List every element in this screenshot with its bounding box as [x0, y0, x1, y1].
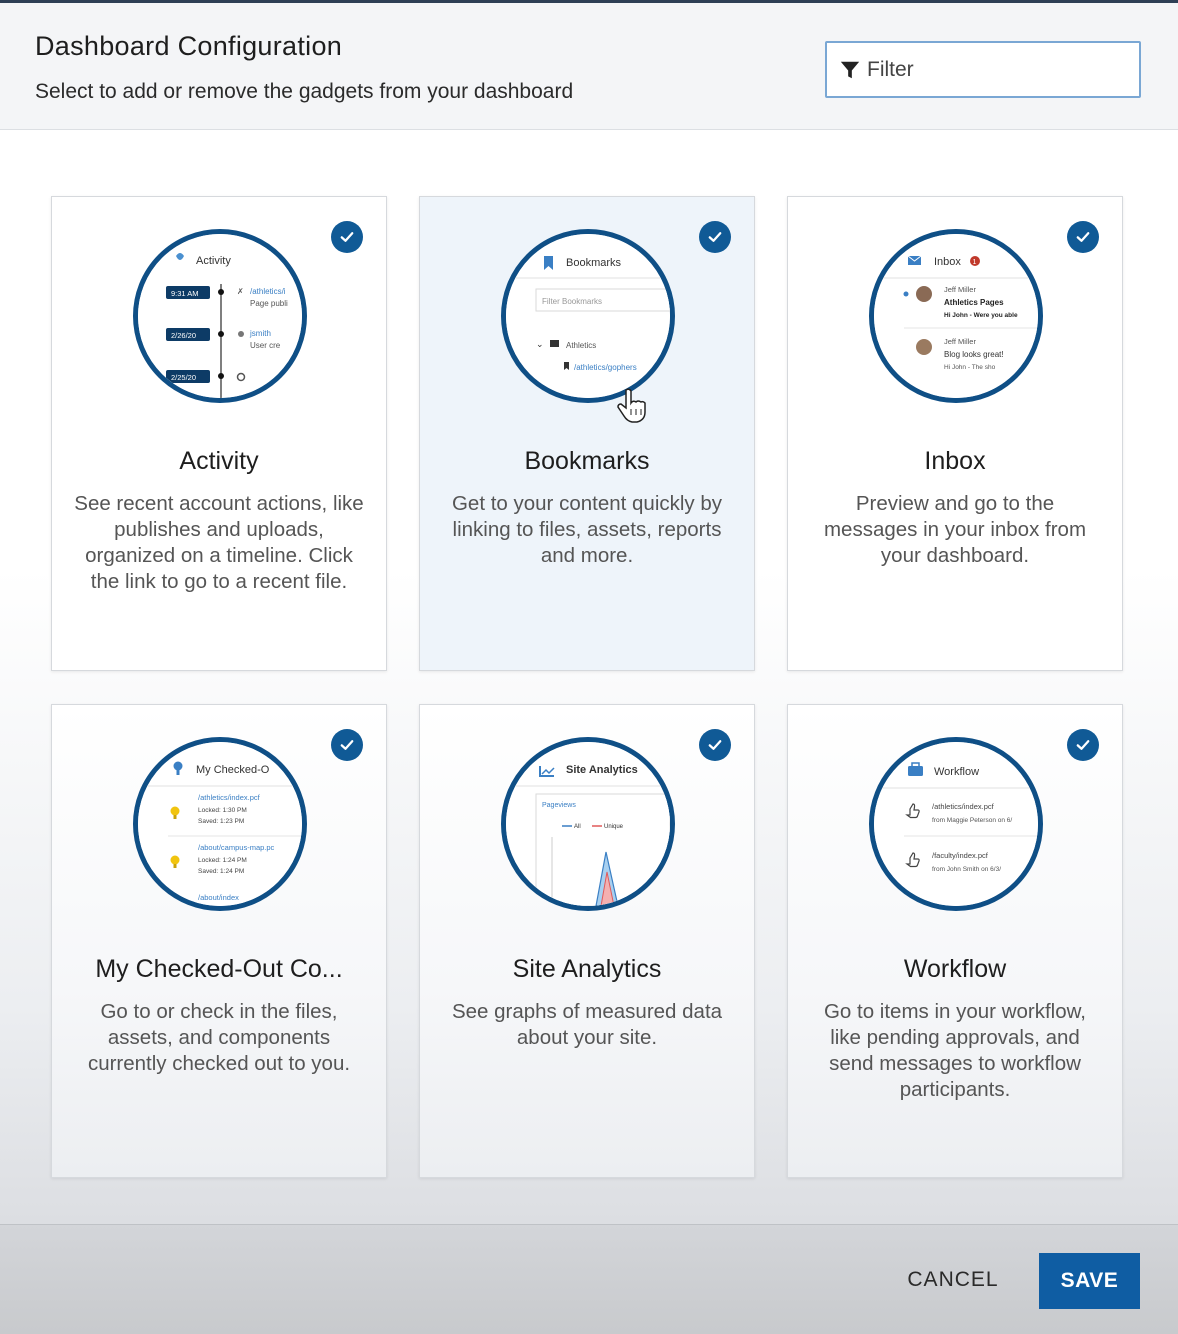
dialog-subtitle: Select to add or remove the gadgets from your dashboard [35, 80, 574, 103]
svg-text:Locked: 1:24 PM: Locked: 1:24 PM [198, 857, 247, 864]
checked-out-preview-image [133, 737, 307, 911]
svg-text:Unique: Unique [604, 824, 624, 830]
gadget-card-site-analytics[interactable] [419, 704, 755, 1178]
svg-text:Hi John - Were you able: Hi John - Were you able [944, 312, 1018, 319]
svg-text:Locked: 1:30 PM: Locked: 1:30 PM [198, 807, 247, 814]
activity-preview-image [133, 229, 307, 403]
svg-text:My Checked-O: My Checked-O [196, 764, 270, 776]
svg-text:Bookmarks: Bookmarks [566, 257, 622, 269]
svg-text:Athletics Pages: Athletics Pages [944, 298, 1004, 307]
svg-text:9:31 AM: 9:31 AM [171, 289, 199, 298]
svg-text:All: All [574, 824, 581, 830]
selected-check-icon[interactable] [331, 729, 363, 761]
site-analytics-preview-image [501, 737, 675, 911]
svg-text:Jeff Miller: Jeff Miller [944, 285, 976, 294]
gadget-description: Get to your content quickly by linking to files, assets, reports and more. [451, 492, 723, 567]
svg-text:Filter Bookmarks: Filter Bookmarks [542, 297, 603, 306]
svg-text:Inbox: Inbox [934, 256, 961, 268]
gadget-card-checked-out[interactable] [51, 704, 387, 1178]
gadget-description: See graphs of measured data about your site. [451, 1000, 723, 1049]
dialog-title: Dashboard Configuration [35, 31, 343, 61]
svg-text:/about/campus-map.pc: /about/campus-map.pc [198, 843, 275, 852]
svg-text:Athletics: Athletics [566, 341, 597, 350]
gadget-description: See recent account actions, like publishes and uploads, organized on a timeline. Click the link to go to a recent file. [74, 492, 364, 593]
preview-header: Activity [196, 255, 231, 267]
hand-cursor-icon [616, 387, 648, 423]
dialog-header [0, 3, 1178, 130]
bookmarks-preview-image [501, 229, 675, 403]
svg-text:/athletics/i: /athletics/i [250, 287, 286, 296]
filter-icon [839, 59, 861, 81]
svg-text:Page publi: Page publi [250, 299, 288, 308]
svg-text:Saved: 1:23 PM: Saved: 1:23 PM [198, 818, 245, 825]
svg-text:/athletics/gophers: /athletics/gophers [574, 363, 637, 372]
gadget-title: Workflow [903, 955, 1007, 983]
svg-text:2/25/20: 2/25/20 [171, 373, 197, 382]
gadget-card-workflow[interactable] [787, 704, 1123, 1178]
svg-text:Pageviews: Pageviews [542, 802, 576, 809]
gadget-card-bookmarks[interactable] [419, 196, 755, 671]
gadget-title: Bookmarks [524, 447, 650, 475]
svg-text:2/26/20: 2/26/20 [171, 331, 197, 340]
filter-box[interactable] [825, 41, 1141, 98]
svg-text:from Maggie Peterson on 6/: from Maggie Peterson on 6/ [932, 817, 1013, 824]
gadget-description: Preview and go to the messages in your inbox from your dashboard. [823, 492, 1087, 567]
svg-text:/about/index: /about/index [198, 893, 239, 902]
svg-text:jsmith: jsmith [250, 329, 271, 338]
gadget-title: Inbox [924, 447, 986, 475]
svg-text:/athletics/index.pcf: /athletics/index.pcf [932, 802, 994, 811]
gadget-title: My Checked-Out Co... [95, 955, 343, 983]
svg-text:Site Analytics: Site Analytics [566, 764, 638, 776]
inbox-preview-image [869, 229, 1043, 403]
selected-check-icon[interactable] [1067, 729, 1099, 761]
selected-check-icon[interactable] [699, 729, 731, 761]
svg-text:1: 1 [972, 259, 977, 266]
svg-text:from John Smith on 6/3/: from John Smith on 6/3/ [932, 866, 1002, 873]
svg-text:Saved: 1:24 PM: Saved: 1:24 PM [198, 868, 245, 875]
svg-text:Jeff Miller: Jeff Miller [944, 337, 976, 346]
gadget-description: Go to or check in the files, assets, and components currently checked out to you. [87, 1000, 351, 1075]
save-button[interactable]: SAVE [1039, 1253, 1140, 1309]
gadget-title: Site Analytics [512, 955, 662, 983]
filter-input[interactable] [867, 58, 1117, 82]
gadget-description: Go to items in your workflow, like pending approvals, and send messages to workflow participants. [823, 1000, 1087, 1101]
gadget-card-activity[interactable] [51, 196, 387, 671]
selected-check-icon[interactable] [331, 221, 363, 253]
svg-text:/athletics/index.pcf: /athletics/index.pcf [198, 793, 260, 802]
svg-text:Workflow: Workflow [934, 766, 980, 778]
svg-text:User cre: User cre [250, 341, 281, 350]
selected-check-icon[interactable] [699, 221, 731, 253]
svg-text:/faculty/index.pcf: /faculty/index.pcf [932, 851, 988, 860]
svg-text:Hi John - The sho: Hi John - The sho [944, 364, 996, 371]
svg-text:✗: ✗ [237, 287, 244, 296]
svg-text:Blog looks great!: Blog looks great! [944, 350, 1004, 359]
cancel-button[interactable]: CANCEL [888, 1265, 1018, 1295]
svg-text:⌄: ⌄ [536, 339, 544, 349]
gadget-title: Activity [179, 447, 259, 475]
dialog-footer [0, 1224, 1178, 1334]
gadget-card-inbox[interactable] [787, 196, 1123, 671]
workflow-preview-image [869, 737, 1043, 911]
selected-check-icon[interactable] [1067, 221, 1099, 253]
